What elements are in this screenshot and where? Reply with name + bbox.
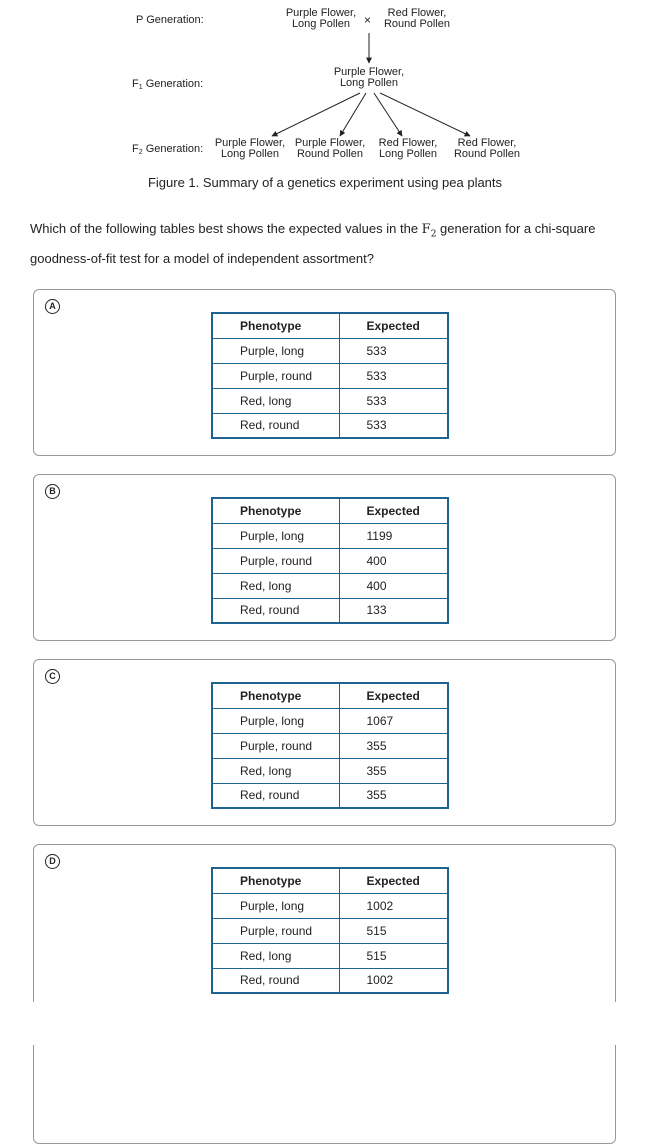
header-phenotype: Phenotype: [212, 868, 339, 893]
f2-purple-round: Purple Flower, Round Pollen: [294, 137, 366, 160]
header-expected: Expected: [339, 683, 448, 708]
expected-cell: 515: [339, 943, 448, 968]
table-header-row: [212, 683, 448, 708]
f2-generation-label: $F_2$ Generation:: [132, 143, 204, 156]
expected-cell: 400: [339, 573, 448, 598]
f1-to-f2-arrow-4: [380, 93, 470, 136]
table-row: [212, 388, 448, 413]
f2-purple-long: Purple Flower, Long Pollen: [214, 137, 286, 160]
phenotype-cell: Purple, round: [212, 363, 339, 388]
cross-arrows: [0, 0, 666, 200]
p-parent-purple-long: Purple Flower, Long Pollen: [285, 7, 357, 30]
expected-cell: 400: [339, 548, 448, 573]
expected-cell: 355: [339, 758, 448, 783]
question-text: Which of the following tables best shows the expected values in the $F_2$ generation for a chi-square goodness-of-fit test for a model of independent assortment?: [30, 221, 596, 266]
figure-caption: Figure 1. Summary of a genetics experiment using pea plants: [147, 175, 503, 190]
phenotype-cell: Red, round: [212, 968, 339, 993]
answer-choice-b[interactable]: [33, 474, 616, 641]
header-phenotype: Phenotype: [212, 313, 339, 338]
expected-cell: 533: [339, 363, 448, 388]
header-expected: Expected: [339, 868, 448, 893]
table-row: [212, 733, 448, 758]
f1-offspring: Purple Flower, Long Pollen: [333, 66, 405, 89]
table-row: [212, 783, 448, 808]
phenotype-cell: Red, round: [212, 598, 339, 623]
choice-b-table: [211, 497, 449, 624]
answer-choice-a[interactable]: [33, 289, 616, 456]
choice-letter-a: A: [45, 299, 60, 314]
expected-cell: 533: [339, 413, 448, 438]
phenotype-cell: Purple, long: [212, 523, 339, 548]
expected-cell: 1067: [339, 708, 448, 733]
expected-cell: 1199: [339, 523, 448, 548]
expected-cell: 533: [339, 338, 448, 363]
expected-cell: 1002: [339, 893, 448, 918]
table-row: [212, 363, 448, 388]
phenotype-cell: Red, round: [212, 413, 339, 438]
table-row: [212, 548, 448, 573]
table-row: [212, 893, 448, 918]
choice-a-table: [211, 312, 449, 439]
answer-choice-c[interactable]: [33, 659, 616, 826]
header-expected: Expected: [339, 313, 448, 338]
table-row: [212, 918, 448, 943]
phenotype-cell: Purple, long: [212, 338, 339, 363]
genetics-cross-diagram: [0, 0, 666, 200]
expected-cell: 515: [339, 918, 448, 943]
f1-to-f2-arrow-2: [340, 93, 366, 136]
expected-cell: 133: [339, 598, 448, 623]
table-header-row: [212, 498, 448, 523]
choice-c-table: [211, 682, 449, 809]
table-row: [212, 598, 448, 623]
phenotype-cell: Red, long: [212, 388, 339, 413]
phenotype-cell: Red, round: [212, 783, 339, 808]
expected-cell: 355: [339, 733, 448, 758]
answer-choice-d[interactable]: [33, 844, 616, 1144]
header-phenotype: Phenotype: [212, 683, 339, 708]
f1-to-f2-arrow-1: [272, 93, 360, 136]
table-row: [212, 573, 448, 598]
choice-letter-b: B: [45, 484, 60, 499]
p-parent-red-round: Red Flower, Round Pollen: [383, 7, 451, 30]
table-header-row: [212, 868, 448, 893]
bottom-clip-area: [0, 1002, 666, 1045]
phenotype-cell: Purple, long: [212, 708, 339, 733]
cross-symbol: ×: [364, 13, 372, 27]
phenotype-cell: Red, long: [212, 573, 339, 598]
f2-red-long: Red Flower, Long Pollen: [378, 137, 438, 160]
table-row: [212, 943, 448, 968]
phenotype-cell: Purple, round: [212, 918, 339, 943]
expected-cell: 533: [339, 388, 448, 413]
f2-math: $F_2$: [421, 222, 437, 240]
expected-cell: 1002: [339, 968, 448, 993]
phenotype-cell: Red, long: [212, 943, 339, 968]
table-row: [212, 413, 448, 438]
f1-generation-label: $F_1$ Generation:: [132, 78, 204, 91]
table-row: [212, 758, 448, 783]
table-row: [212, 968, 448, 993]
phenotype-cell: Purple, round: [212, 548, 339, 573]
table-row: [212, 523, 448, 548]
table-row: [212, 338, 448, 363]
header-phenotype: Phenotype: [212, 498, 339, 523]
header-expected: Expected: [339, 498, 448, 523]
f2-red-round: Red Flower, Round Pollen: [453, 137, 521, 160]
phenotype-cell: Purple, round: [212, 733, 339, 758]
p-generation-label: P Generation:: [136, 14, 204, 26]
choice-letter-c: C: [45, 669, 60, 684]
choice-d-table: [211, 867, 449, 994]
phenotype-cell: Red, long: [212, 758, 339, 783]
phenotype-cell: Purple, long: [212, 893, 339, 918]
choice-letter-d: D: [45, 854, 60, 869]
table-row: [212, 708, 448, 733]
f1-to-f2-arrow-3: [374, 93, 402, 136]
table-header-row: [212, 313, 448, 338]
expected-cell: 355: [339, 783, 448, 808]
